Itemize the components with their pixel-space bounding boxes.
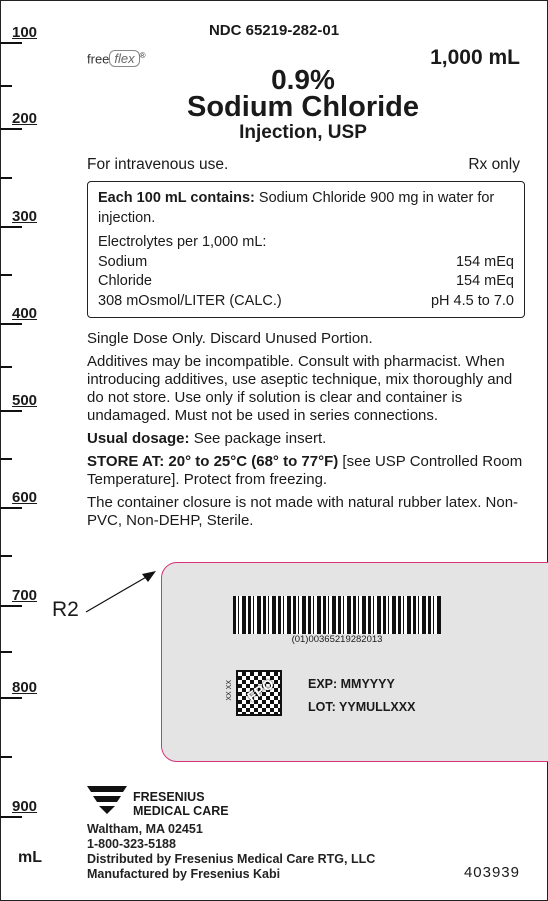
ph-range: pH 4.5 to 7.0 <box>430 292 514 309</box>
scale-mark-400: 400 <box>12 305 38 322</box>
label-code: 403939 <box>463 864 520 881</box>
expiry-date: EXP: MMYYYY <box>308 677 395 691</box>
scale-mark-500: 500 <box>12 392 38 409</box>
composition-heading: Each 100 mL contains: <box>98 190 255 206</box>
fpo-mark: FPO <box>244 675 277 705</box>
scale-tick <box>0 555 12 557</box>
scale-tick <box>0 458 12 460</box>
scale-tick <box>0 816 22 818</box>
electrolyte-row <box>98 272 514 292</box>
barcode-number: (01)00365219282013 <box>291 634 383 645</box>
scale-tick <box>0 605 22 607</box>
usual-dosage-text: See package insert. <box>189 430 327 447</box>
scale-tick <box>0 756 12 758</box>
electrolyte-value: 154 mEq <box>455 273 514 289</box>
datamatrix-caption: XX XX <box>226 680 233 701</box>
company-name-line2: MEDICAL CARE <box>133 804 229 818</box>
company-name-line1: FRESENIUS <box>133 790 205 804</box>
electrolytes-label: Electrolytes per 1,000 mL: <box>98 234 267 250</box>
concentration: 0.9% <box>271 64 335 95</box>
callout-arrow-icon <box>82 566 162 616</box>
composition-box <box>87 181 525 318</box>
scale-mark-800: 800 <box>12 679 38 696</box>
closure-statement: The container closure is not made with natural rubber latex. Non-PVC, Non-DEHP, Sterile. <box>87 494 519 529</box>
scale-tick <box>0 366 12 368</box>
scale-mark-100: 100 <box>12 24 38 41</box>
container-volume: 1,000 mL <box>430 46 520 69</box>
osmolarity: 308 mOsmol/LITER (CALC.) <box>98 292 282 309</box>
storage-instructions <box>87 453 527 489</box>
scale-tick <box>0 651 12 653</box>
company-name <box>133 790 229 818</box>
manufacturer: Manufactured by Fresenius Kabi <box>87 867 281 881</box>
fresenius-logo-icon <box>87 786 127 814</box>
single-dose-note: Single Dose Only. Discard Unused Portion. <box>87 330 373 347</box>
company-details <box>87 822 375 882</box>
scale-mark-900: 900 <box>12 798 38 815</box>
scale-unit: mL <box>18 849 42 866</box>
scale-tick <box>0 274 12 276</box>
company-address: Waltham, MA 02451 <box>87 822 203 836</box>
dosage-form: Injection, USP <box>239 122 367 143</box>
electrolyte-row <box>98 253 514 273</box>
composition-statement <box>98 189 514 228</box>
scale-mark-200: 200 <box>12 110 38 127</box>
scale-mark-600: 600 <box>12 489 38 506</box>
instructions <box>87 330 527 535</box>
scale-tick <box>0 42 22 44</box>
composition-content: Sodium Chloride 900 mg in water for injection. <box>98 190 495 226</box>
scale-tick <box>0 226 22 228</box>
usual-dosage <box>87 430 527 448</box>
scale-tick <box>0 177 12 179</box>
scale-tick <box>0 410 22 412</box>
drug-name: Sodium Chloride <box>187 91 419 123</box>
barcode <box>233 596 441 634</box>
r2-callout: R2 <box>52 598 79 621</box>
scale-tick <box>0 323 22 325</box>
electrolyte-name: Chloride <box>98 273 152 289</box>
logo-prefix: free <box>87 51 110 67</box>
print-area-panel <box>161 562 548 762</box>
electrolyte-name: Sodium <box>98 253 148 270</box>
storage-label: STORE AT: 20° to 25°C (68° to 77°F) <box>87 453 339 470</box>
company-phone: 1-800-323-5188 <box>87 837 176 851</box>
logo-suffix: flex <box>109 50 139 67</box>
distributor: Distributed by Fresenius Medical Care RTG, LLC <box>87 852 376 866</box>
electrolyte-value: 154 mEq <box>455 253 514 270</box>
scale-mark-300: 300 <box>12 208 38 225</box>
lot-number: LOT: YYMULLXXX <box>308 700 416 714</box>
scale-mark-700: 700 <box>12 587 38 604</box>
storage-text: [see USP Controlled Room Temperature]. Protect from freezing. <box>87 453 523 488</box>
additives-warning: Additives may be incompatible. Consult with pharmacist. When introducing additives, use aseptic technique, mix thoroughly and do not store. Use only if solution is clear and container is undamaged. Must not be used in series connections. <box>87 353 513 424</box>
usual-dosage-label: Usual dosage: <box>87 430 190 447</box>
ndc-number: NDC 65219-282-01 <box>208 22 340 39</box>
logo-mark: ® <box>139 51 146 60</box>
scale-tick <box>0 507 22 509</box>
rx-only: Rx only <box>468 156 520 173</box>
scale-tick <box>0 697 22 699</box>
route-of-administration: For intravenous use. <box>87 156 229 173</box>
osmolarity-row <box>98 292 514 312</box>
